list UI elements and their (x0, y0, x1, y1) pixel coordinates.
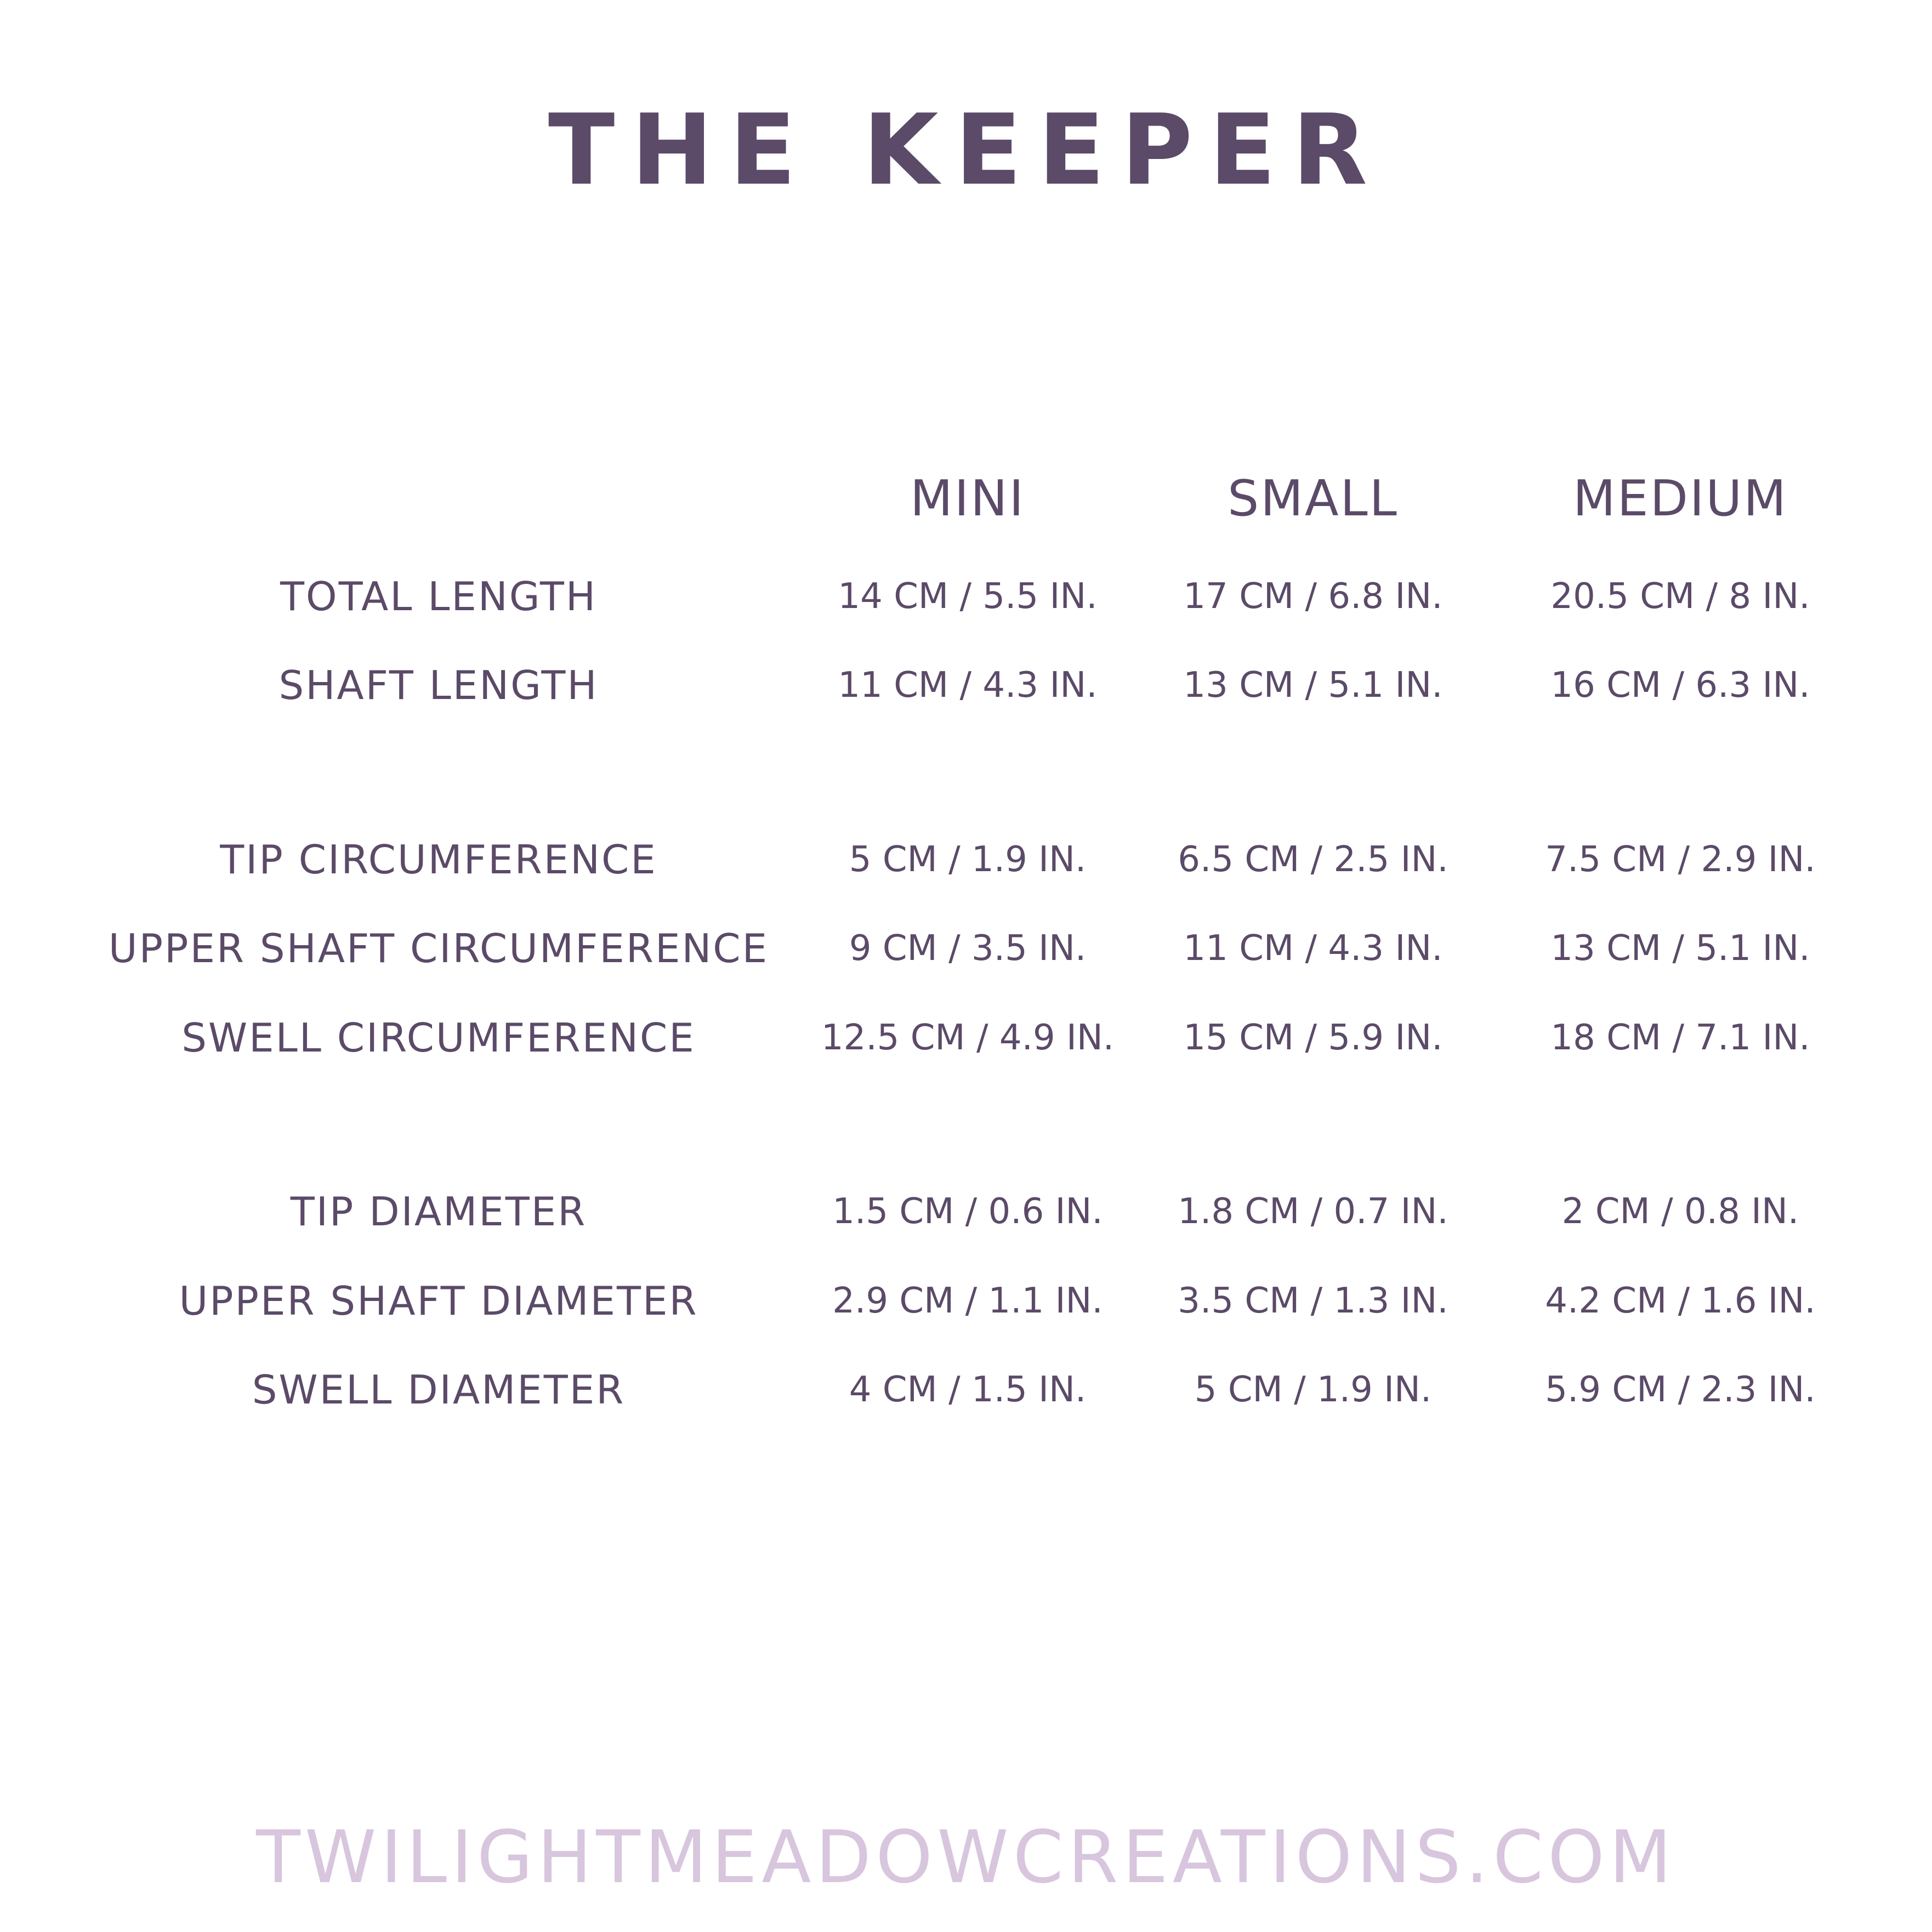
cell-mini: 2.9 CM / 1.1 IN. (832, 1281, 1103, 1321)
table-row (0, 832, 1932, 887)
column-header-mini: MINI (910, 470, 1026, 527)
row-label: UPPER SHAFT DIAMETER (179, 1278, 698, 1324)
website-footer: TWILIGHTMEADOWCREATIONS.COM (256, 1815, 1676, 1900)
row-label: UPPER SHAFT CIRCUMFERENCE (108, 925, 769, 971)
column-header-medium: MEDIUM (1573, 470, 1788, 527)
cell-mini: 4 CM / 1.5 IN. (849, 1370, 1087, 1410)
cell-small: 1.8 CM / 0.7 IN. (1178, 1191, 1448, 1232)
cell-mini: 9 CM / 3.5 IN. (849, 928, 1087, 969)
row-label: TIP DIAMETER (290, 1189, 587, 1235)
cell-small: 11 CM / 4.3 IN. (1183, 928, 1443, 969)
cell-medium: 4.2 CM / 1.6 IN. (1545, 1281, 1816, 1321)
cell-medium: 20.5 CM / 8 IN. (1550, 576, 1810, 617)
cell-medium: 13 CM / 5.1 IN. (1550, 928, 1810, 969)
table-row (0, 658, 1932, 713)
cell-small: 17 CM / 6.8 IN. (1183, 576, 1443, 617)
cell-medium: 7.5 CM / 2.9 IN. (1545, 839, 1816, 880)
cell-small: 13 CM / 5.1 IN. (1183, 665, 1443, 706)
row-label: SHAFT LENGTH (279, 662, 599, 708)
cell-medium: 5.9 CM / 2.3 IN. (1545, 1370, 1816, 1410)
cell-medium: 2 CM / 0.8 IN. (1561, 1191, 1799, 1232)
column-header-small: SMALL (1228, 470, 1399, 527)
cell-mini: 11 CM / 4.3 IN. (838, 665, 1098, 706)
cell-small: 6.5 CM / 2.5 IN. (1178, 839, 1448, 880)
table-row (0, 1010, 1932, 1065)
row-label: SWELL CIRCUMFERENCE (181, 1015, 696, 1061)
cell-small: 15 CM / 5.9 IN. (1183, 1018, 1443, 1058)
table-row (0, 1362, 1932, 1417)
cell-mini: 5 CM / 1.9 IN. (849, 839, 1087, 880)
table-row (0, 921, 1932, 976)
cell-small: 3.5 CM / 1.3 IN. (1178, 1281, 1448, 1321)
cell-medium: 18 CM / 7.1 IN. (1550, 1018, 1810, 1058)
row-label: TOTAL LENGTH (280, 573, 598, 620)
cell-mini: 12.5 CM / 4.9 IN. (821, 1018, 1115, 1058)
row-label: TIP CIRCUMFERENCE (220, 837, 657, 883)
row-label: SWELL DIAMETER (252, 1367, 626, 1413)
cell-medium: 16 CM / 6.3 IN. (1550, 665, 1810, 706)
cell-small: 5 CM / 1.9 IN. (1194, 1370, 1432, 1410)
cell-mini: 14 CM / 5.5 IN. (838, 576, 1098, 617)
table-row (0, 1184, 1932, 1239)
page-title: THE KEEPER (548, 93, 1384, 207)
table-row (0, 569, 1932, 624)
cell-mini: 1.5 CM / 0.6 IN. (832, 1191, 1103, 1232)
table-row (0, 1274, 1932, 1328)
